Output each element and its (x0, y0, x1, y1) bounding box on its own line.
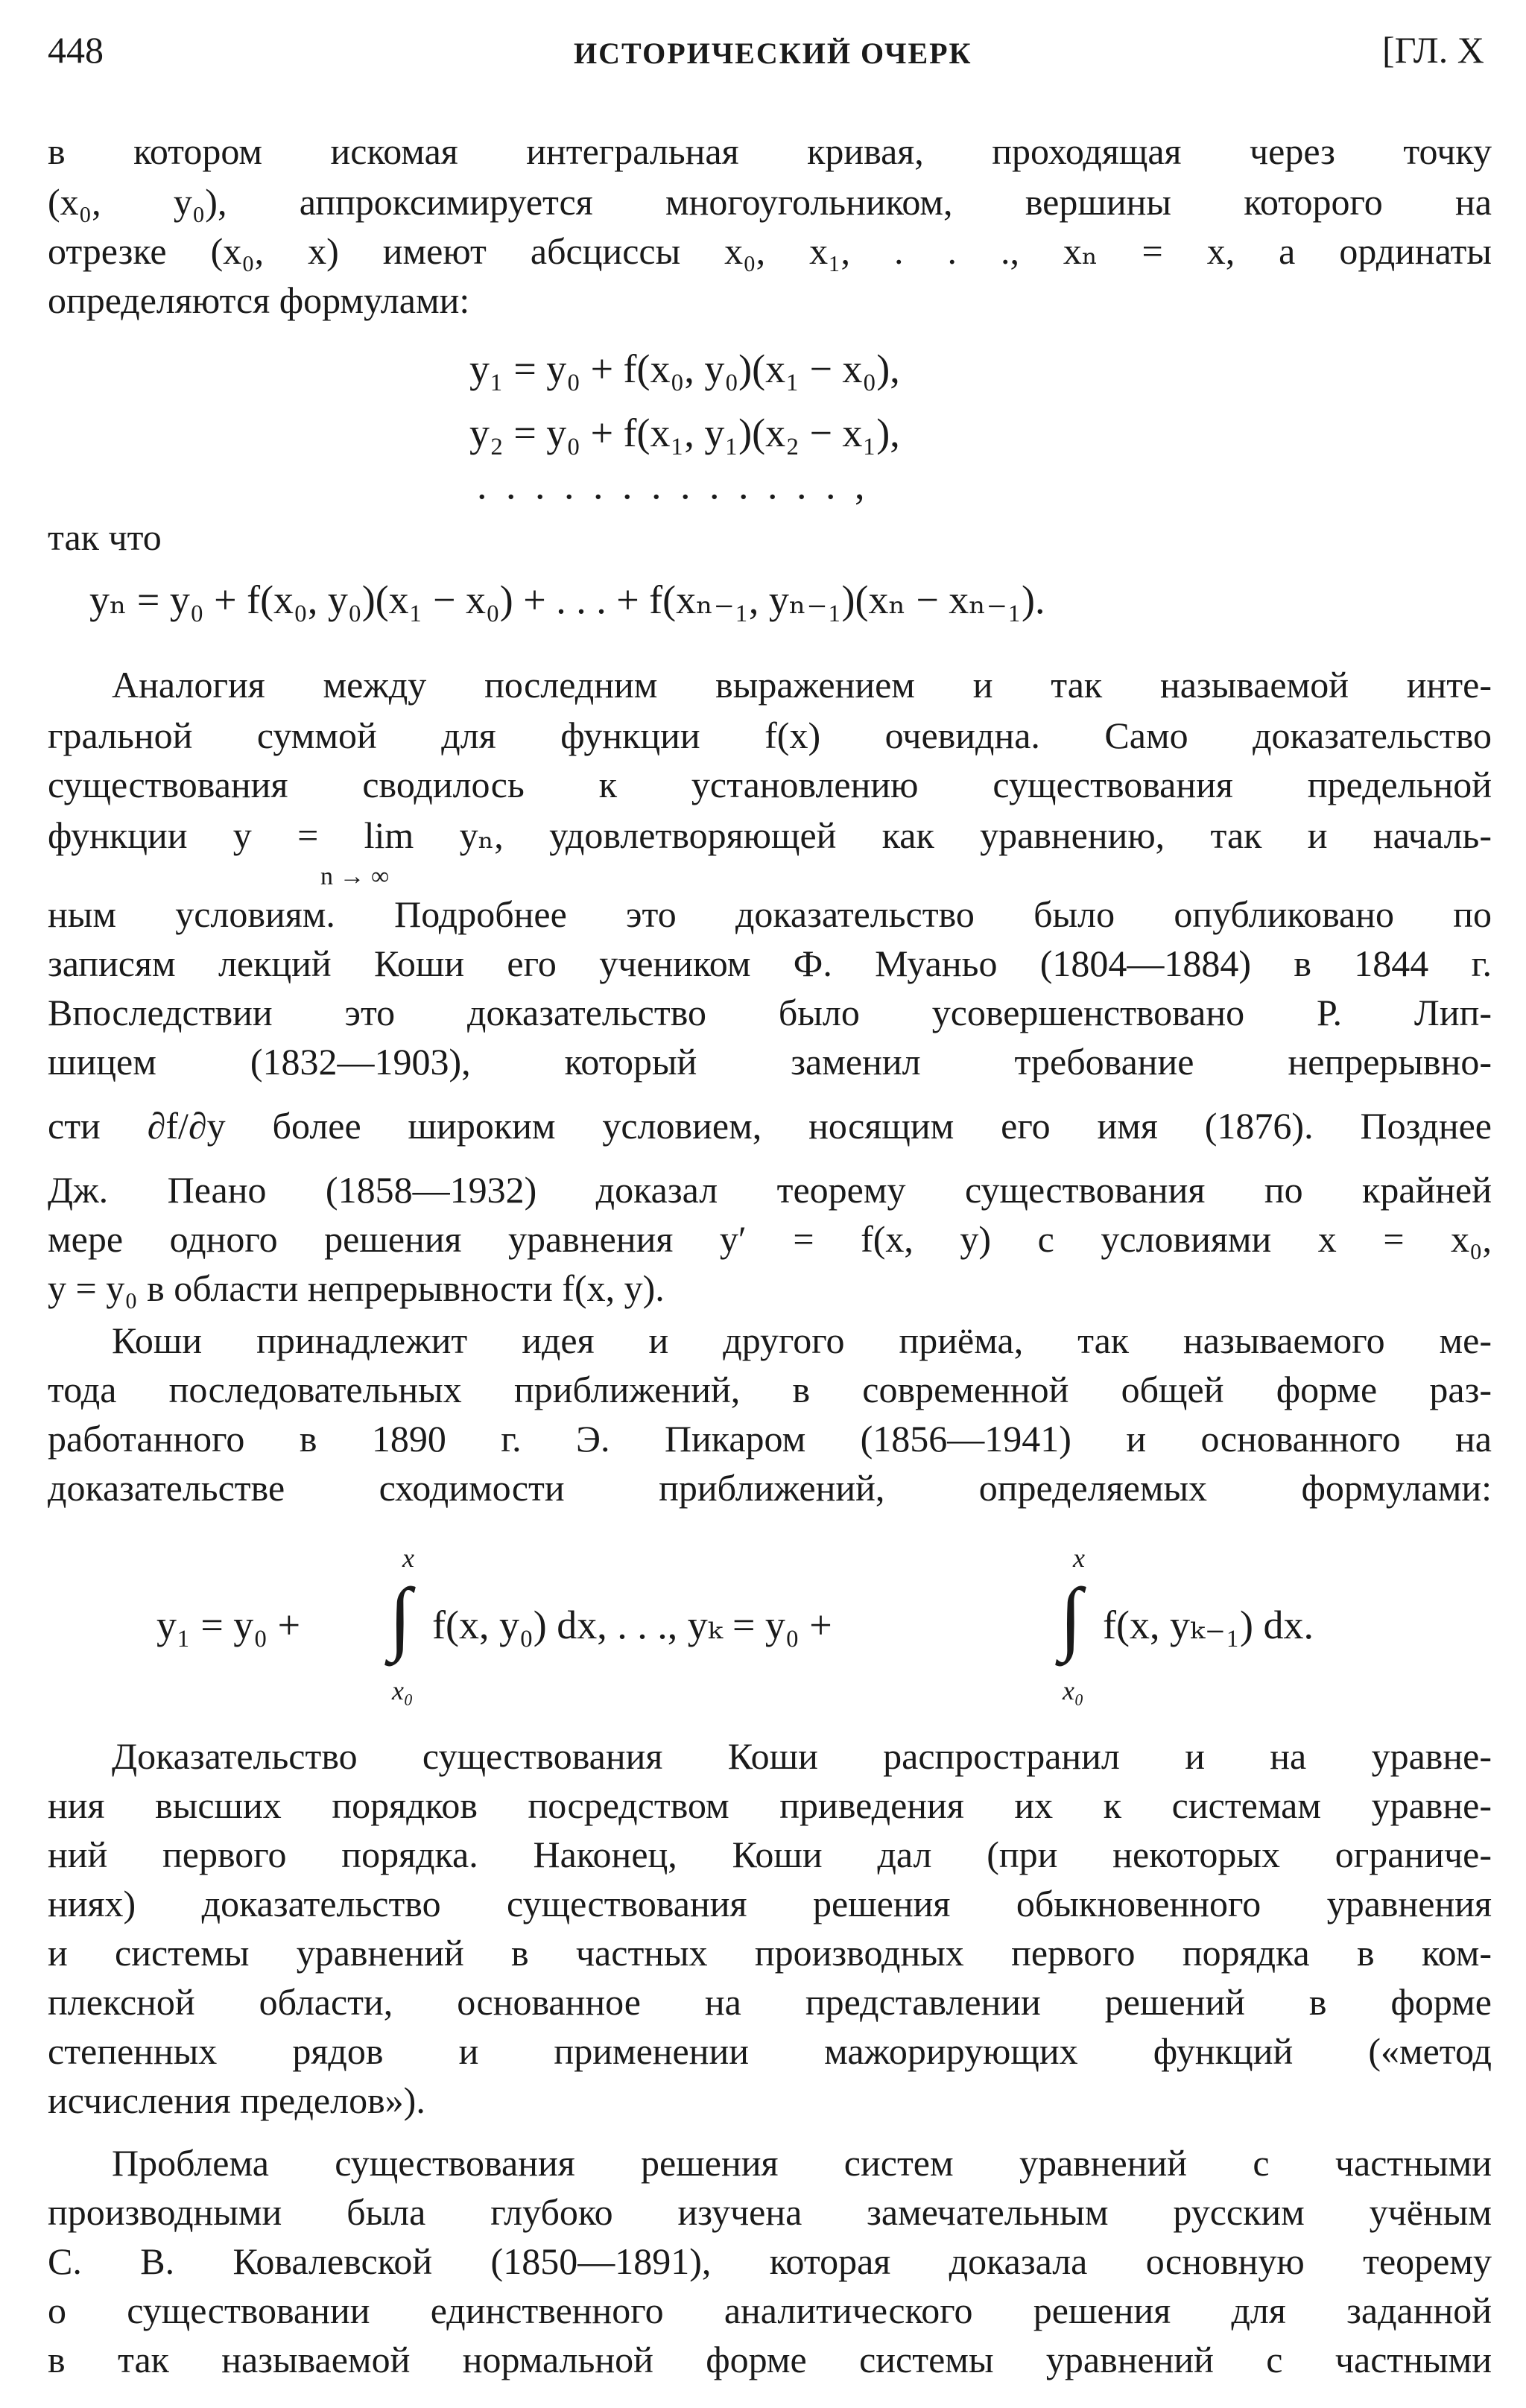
text-line: записям лекций Коши его учеником Ф. Муаньо (1804—1884) в 1844 г. (48, 942, 1492, 984)
text-line: ния высших порядков посредством приведения их к системам уравне- (48, 1784, 1492, 1826)
text-line: функции y = lim yₙ, удовлетворяющей как уравнению, так и началь- (48, 814, 1492, 856)
text-tak-chto: так что (48, 516, 162, 558)
running-title: ИСТОРИЧЕСКИЙ ОЧЕРК (574, 37, 972, 70)
text-line: тода последовательных приближений, в современной общей форме раз- (48, 1369, 1492, 1410)
text-line: в так называемой нормальной форме системы уравнений с частными (48, 2339, 1492, 2380)
text-line: Коши принадлежит идея и другого приёма, так называемого ме- (112, 1319, 1492, 1361)
text-line: ниях) доказательство существования решения обыкновенного уравнения (48, 1883, 1492, 1924)
text-line: степенных рядов и применении мажорирующих функций («метод (48, 2030, 1492, 2072)
text-line: С. В. Ковалевской (1850—1891), которая доказала основную теорему (48, 2240, 1492, 2282)
text-line: существования сводилось к установлению существования предельной (48, 764, 1492, 805)
text-line: Проблема существования решения систем уравнений с частными (112, 2142, 1492, 2184)
integral-sign: ∫ (1060, 1571, 1083, 1662)
formula-ellipsis: . . . . . . . . . . . . . , (477, 463, 870, 507)
formula-yn: yₙ = y₀ + f(x₀, y₀)(x₁ − x₀) + . . . + f(xₙ₋₁, yₙ₋₁)(xₙ − xₙ₋₁). (89, 577, 1045, 622)
text-line: работанного в 1890 г. Э. Пикаром (1856—1941) и основанного на (48, 1418, 1492, 1460)
text-line: Аналогия между последним выражением и так называемой инте- (112, 664, 1492, 706)
text-line: сти ∂f/∂y более широким условием, носящим его имя (1876). Позднее (48, 1105, 1492, 1147)
formula-part: f(x, yₖ₋₁) dx. (1103, 1603, 1314, 1647)
text-line: Доказательство существования Коши распространил и на уравне- (112, 1735, 1492, 1777)
integral-upper-limit: x (1073, 1543, 1085, 1573)
page-number: 448 (48, 29, 104, 71)
text-line: шицем (1832—1903), который заменил требование непрерывно- (48, 1041, 1492, 1083)
text-line: Впоследствии это доказательство было усовершенствовано Р. Лип- (48, 992, 1492, 1033)
formula-part: y₁ = y₀ + (156, 1603, 301, 1647)
formula-part: f(x, y₀) dx, . . ., yₖ = y₀ + (432, 1603, 832, 1647)
text-line: y = y₀ в области непрерывности f(x, y). (48, 1267, 665, 1309)
text-line: мере одного решения уравнения y′ = f(x, y) с условиями x = x₀, (48, 1218, 1492, 1260)
chapter-label: [ГЛ. X (1382, 29, 1484, 71)
text-line: (x₀, y₀), аппроксимируется многоугольником, вершины которого на (48, 181, 1492, 223)
integral-sign: ∫ (389, 1571, 412, 1662)
text-line: в котором искомая интегральная кривая, проходящая через точку (48, 130, 1492, 172)
text-line: доказательстве сходимости приближений, определяемых формулами: (48, 1467, 1492, 1509)
formula-line: y₂ = y₀ + f(x₁, y₁)(x₂ − x₁), (469, 411, 900, 455)
text-line: исчисления пределов»). (48, 2079, 425, 2121)
text-line: ным условиям. Подробнее это доказательство было опубликовано по (48, 893, 1492, 935)
limit-subscript: n → ∞ (320, 863, 390, 890)
formula-line: y₁ = y₀ + f(x₀, y₀)(x₁ − x₀), (469, 346, 900, 391)
text-line: и системы уравнений в частных производных первого порядка в ком- (48, 1932, 1492, 1974)
text-line: гральной суммой для функции f(x) очевидна. Само доказательство (48, 715, 1492, 756)
integral-lower-limit: x₀ (392, 1676, 414, 1705)
text-line: ний первого порядка. Наконец, Коши дал (при некоторых ограниче- (48, 1834, 1492, 1875)
text-line: определяются формулами: (48, 279, 470, 321)
integral-upper-limit: x (402, 1543, 414, 1573)
text-line: производными была глубоко изучена замечательным русским учёным (48, 2191, 1492, 2233)
integral-lower-limit: x₀ (1063, 1676, 1084, 1705)
text-line: отрезке (x₀, x) имеют абсциссы x₀, x₁, . . ., xₙ = x, а ординаты (48, 230, 1492, 272)
text-line: Дж. Пеано (1858—1932) доказал теорему существования по крайней (48, 1169, 1492, 1211)
text-line: плексной области, основанное на представлении решений в форме (48, 1981, 1492, 2023)
text-line: о существовании единственного аналитического решения для заданной (48, 2290, 1492, 2331)
